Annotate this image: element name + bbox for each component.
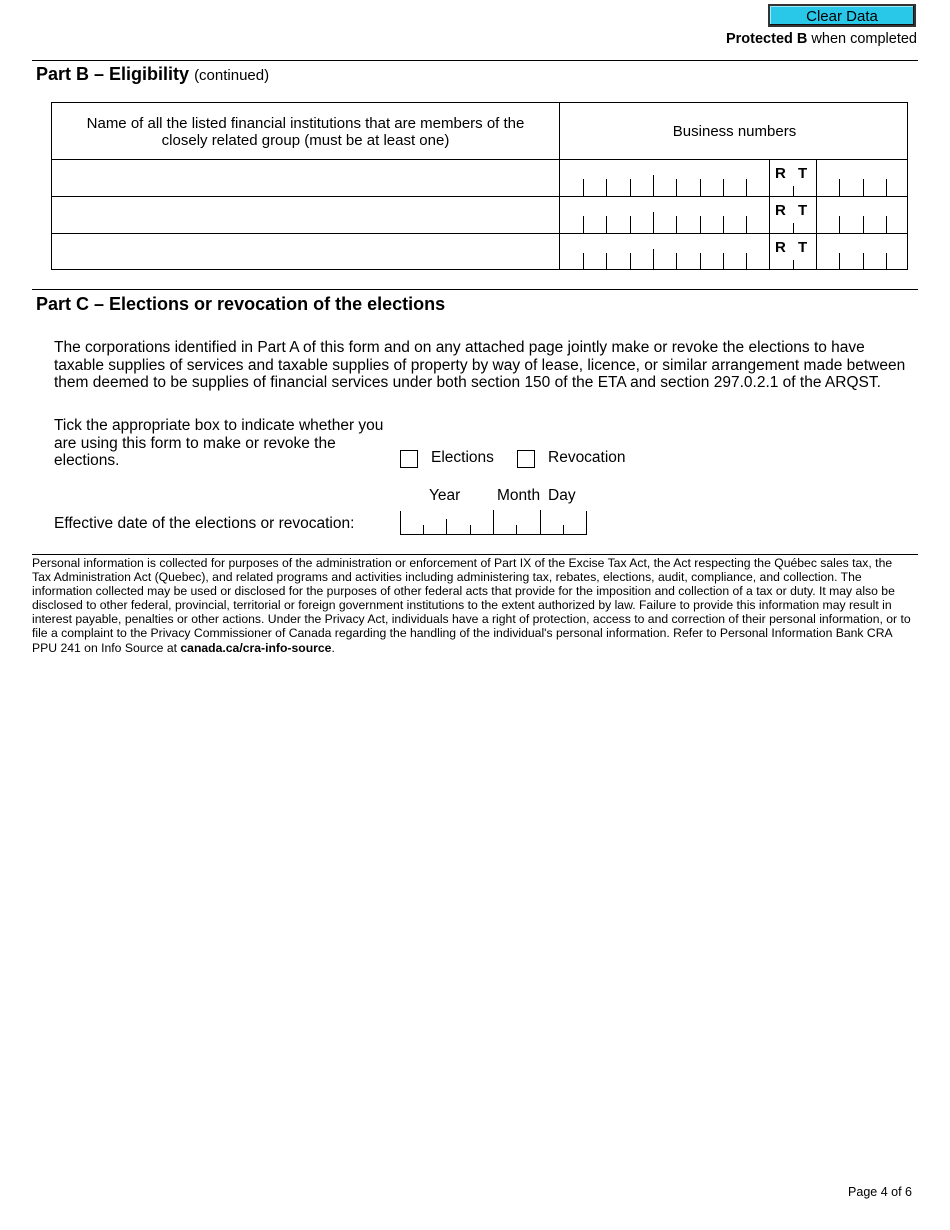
part-b-title-suffix: (continued) (194, 67, 270, 84)
digit-separator (886, 179, 887, 196)
digit-separator (446, 519, 447, 534)
digit-separator (653, 175, 654, 196)
digit-separator (563, 525, 564, 534)
digit-separator (723, 216, 724, 233)
effective-date-input[interactable] (400, 511, 587, 535)
digit-separator (769, 197, 770, 233)
rt-letter-r: R (775, 165, 786, 182)
protected-suffix: when completed (811, 31, 917, 47)
effective-date-label: Effective date of the elections or revocation: (54, 515, 355, 532)
digit-separator (653, 249, 654, 270)
digit-separator (723, 179, 724, 196)
digit-separator (700, 253, 701, 270)
privacy-text: Personal information is collected for purposes of the administration or enforcement of Part IX of the Excise Tax Act, the Act respecting the Québec sales tax, the Tax Administration Act (Quebec), and related programs and activities including administering tax, rebates, elections, audit, compliance, and collection. The information collected may be used or disclosed for the purposes of other federal acts that provide for the imposition and collection of a tax or duty. It may also be disclosed to other federal, provincial, territorial or foreign government institutions to the extent authorized by law. Failure to provide this information may result in interest payable, penalties or other actions. Under the Privacy Act, individuals have a right of protection, access to and correction of their personal information, or to file a complaint to the Privacy Commissioner of Canada regarding the handling of the individual's personal information. Refer to Personal Information Bank CRA PPU 241 on Info Source at (32, 556, 911, 655)
digit-separator (839, 253, 840, 270)
part-b-title (36, 64, 269, 85)
revocation-checkbox[interactable] (517, 450, 535, 468)
digit-separator (816, 197, 817, 233)
info-source-link[interactable]: canada.ca/cra-info-source (180, 640, 332, 655)
digit-separator (863, 253, 864, 270)
month-label: Month (497, 487, 541, 504)
divider (32, 554, 918, 555)
part-c-title: Part C – Elections or revocation of the elections (36, 294, 446, 314)
digit-separator (723, 253, 724, 270)
rt-letter-t: T (798, 202, 808, 219)
year-month-separator (493, 510, 494, 534)
digit-separator (746, 216, 747, 233)
digit-separator (700, 179, 701, 196)
institutions-table (51, 102, 908, 270)
business-number-input-1[interactable] (560, 160, 907, 196)
business-number-input-2[interactable] (560, 197, 907, 233)
elections-label: Elections (431, 449, 494, 466)
institution-name-input-3[interactable] (52, 234, 559, 270)
digit-separator (769, 234, 770, 270)
digit-separator (793, 186, 794, 196)
digit-separator (653, 212, 654, 233)
digit-separator (839, 179, 840, 196)
institution-name-input-1[interactable] (52, 160, 559, 196)
rt-letter-t: T (798, 165, 808, 182)
digit-separator (516, 525, 517, 534)
protected-label: Protected B (725, 31, 808, 47)
tick-instruction: Tick the appropriate box to indicate whether you are using this form to make or revoke the elections. (54, 417, 384, 469)
institution-name-input-2[interactable] (52, 197, 559, 233)
digit-separator (630, 179, 631, 196)
part-c-intro: The corporations identified in Part A of this form and on any attached page jointly make or revoke the elections to have taxable supplies of services and taxable supplies of property by way of lease, licence, or similar arrangement made between them deemed to be supplies of financial services under both section 150 of the ETA and section 297.0.2.1 of the ARQST. (54, 339, 906, 391)
divider (32, 60, 918, 61)
digit-separator (700, 216, 701, 233)
rt-letter-r: R (775, 239, 786, 256)
digit-separator (606, 179, 607, 196)
digit-separator (793, 260, 794, 270)
clear-data-button[interactable]: Clear Data (768, 4, 916, 27)
digit-separator (816, 234, 817, 270)
digit-separator (606, 216, 607, 233)
digit-separator (839, 216, 840, 233)
business-number-input-3[interactable] (560, 234, 907, 270)
digit-separator (863, 216, 864, 233)
digit-separator (863, 179, 864, 196)
part-b-title-text: Part B – Eligibility (36, 64, 190, 84)
rt-letter-r: R (775, 202, 786, 219)
digit-separator (769, 160, 770, 196)
digit-separator (606, 253, 607, 270)
digit-separator (886, 216, 887, 233)
digit-separator (886, 253, 887, 270)
digit-separator (583, 179, 584, 196)
elections-checkbox[interactable] (400, 450, 418, 468)
names-column-header: Name of all the listed financial institutions that are members of the closely related group (must be at least one) (86, 114, 525, 149)
digit-separator (630, 216, 631, 233)
protected-b-label (726, 31, 917, 47)
digit-separator (816, 160, 817, 196)
month-day-separator (540, 510, 541, 534)
digit-separator (583, 216, 584, 233)
digit-separator (676, 179, 677, 196)
digit-separator (676, 253, 677, 270)
year-label: Year (429, 487, 461, 504)
divider (32, 289, 918, 290)
digit-separator (583, 253, 584, 270)
digit-separator (676, 216, 677, 233)
business-numbers-column-header: Business numbers (672, 123, 797, 140)
privacy-end: . (331, 640, 335, 655)
revocation-label: Revocation (548, 449, 626, 466)
digit-separator (793, 223, 794, 233)
digit-separator (746, 179, 747, 196)
day-label: Day (548, 487, 576, 504)
digit-separator (630, 253, 631, 270)
privacy-notice (32, 556, 912, 655)
digit-separator (470, 525, 471, 534)
digit-separator (423, 525, 424, 534)
digit-separator (746, 253, 747, 270)
page-number: Page 4 of 6 (848, 1185, 912, 1199)
rt-letter-t: T (798, 239, 808, 256)
